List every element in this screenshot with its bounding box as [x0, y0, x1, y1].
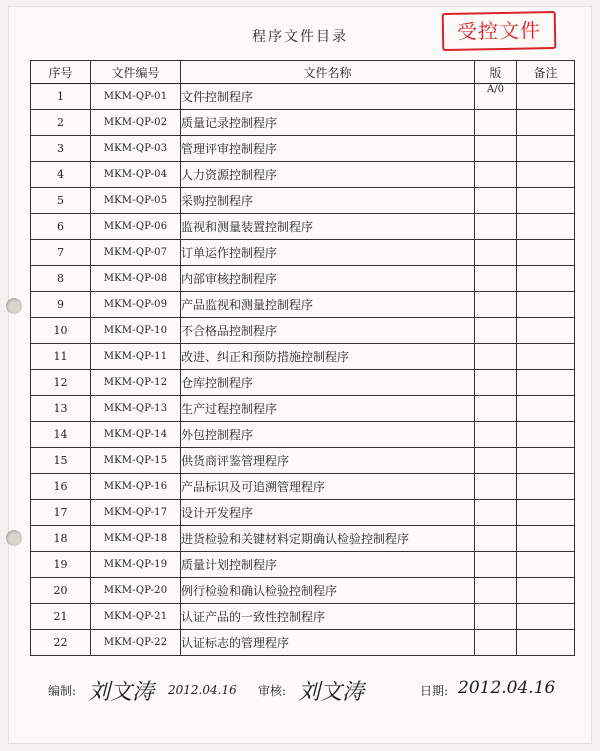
row-remarks: [517, 344, 575, 370]
row-file-code: MKM-QP-12: [91, 370, 181, 396]
row-number: 12: [31, 370, 91, 396]
row-remarks: [517, 84, 575, 110]
row-file-name: 内部审核控制程序: [181, 266, 475, 292]
row-number: 3: [31, 136, 91, 162]
row-version: [475, 552, 517, 578]
table-row: [31, 188, 575, 214]
row-file-name: 订单运作控制程序: [181, 240, 475, 266]
row-file-code: MKM-QP-16: [91, 474, 181, 500]
date-value: 2012.04.16: [458, 678, 556, 698]
row-number: 17: [31, 500, 91, 526]
header-file-code: 文件编号: [91, 61, 181, 84]
row-remarks: [517, 604, 575, 630]
signature-footer: [0, 672, 600, 706]
row-number: 1: [31, 84, 91, 110]
row-version: [475, 344, 517, 370]
row-file-name: 改进、纠正和预防措施控制程序: [181, 344, 475, 370]
row-file-name: 生产过程控制程序: [181, 396, 475, 422]
row-file-code: MKM-QP-10: [91, 318, 181, 344]
row-file-code: MKM-QP-18: [91, 526, 181, 552]
row-remarks: [517, 448, 575, 474]
row-version: [475, 318, 517, 344]
row-file-code: MKM-QP-06: [91, 214, 181, 240]
row-number: 9: [31, 292, 91, 318]
row-version: [475, 214, 517, 240]
row-number: 19: [31, 552, 91, 578]
row-remarks: [517, 552, 575, 578]
row-remarks: [517, 240, 575, 266]
row-version: [475, 474, 517, 500]
row-file-code: MKM-QP-20: [91, 578, 181, 604]
procedure-list-table: [30, 60, 575, 656]
row-file-code: MKM-QP-19: [91, 552, 181, 578]
table-row: [31, 162, 575, 188]
table-row: [31, 604, 575, 630]
row-remarks: [517, 162, 575, 188]
row-number: 11: [31, 344, 91, 370]
row-version: [475, 630, 517, 656]
reviewed-signature: 刘文涛: [298, 680, 365, 705]
row-file-code: MKM-QP-09: [91, 292, 181, 318]
table-row: [31, 240, 575, 266]
row-number: 18: [31, 526, 91, 552]
table-row: [31, 370, 575, 396]
row-file-name: 不合格品控制程序: [181, 318, 475, 344]
prepared-date: 2012.04.16: [168, 683, 237, 697]
prepared-signature: 刘文涛: [88, 680, 155, 705]
table-row: [31, 552, 575, 578]
row-remarks: [517, 318, 575, 344]
row-number: 8: [31, 266, 91, 292]
row-version: [475, 240, 517, 266]
row-file-name: 文件控制程序: [181, 84, 475, 110]
row-version: [475, 292, 517, 318]
header-remarks: 备注: [517, 61, 575, 84]
row-file-code: MKM-QP-01: [91, 84, 181, 110]
table-row: [31, 578, 575, 604]
row-file-code: MKM-QP-04: [91, 162, 181, 188]
prepared-label: 编制:: [48, 684, 77, 698]
punch-hole: [6, 298, 22, 314]
document-title: 程序文件目录: [252, 29, 348, 45]
row-version: [475, 526, 517, 552]
row-number: 5: [31, 188, 91, 214]
table-row: [31, 500, 575, 526]
row-file-name: 供货商评鉴管理程序: [181, 448, 475, 474]
row-number: 14: [31, 422, 91, 448]
table-row: [31, 214, 575, 240]
row-version: [475, 370, 517, 396]
row-number: 20: [31, 578, 91, 604]
row-file-name: 例行检验和确认检验控制程序: [181, 578, 475, 604]
row-file-name: 采购控制程序: [181, 188, 475, 214]
row-remarks: [517, 474, 575, 500]
row-remarks: [517, 500, 575, 526]
row-file-name: 认证产品的一致性控制程序: [181, 604, 475, 630]
row-version: [475, 500, 517, 526]
table-row: [31, 266, 575, 292]
row-file-name: 进货检验和关键材料定期确认检验控制程序: [181, 526, 475, 552]
row-version: [475, 422, 517, 448]
header-file-name: 文件名称: [181, 61, 475, 84]
row-number: 13: [31, 396, 91, 422]
row-file-name: 质量计划控制程序: [181, 552, 475, 578]
row-file-code: MKM-QP-07: [91, 240, 181, 266]
row-file-code: MKM-QP-14: [91, 422, 181, 448]
row-remarks: [517, 214, 575, 240]
row-file-code: MKM-QP-05: [91, 188, 181, 214]
row-file-code: MKM-QP-03: [91, 136, 181, 162]
row-number: 7: [31, 240, 91, 266]
row-remarks: [517, 526, 575, 552]
row-remarks: [517, 266, 575, 292]
row-file-name: 认证标志的管理程序: [181, 630, 475, 656]
row-version: [475, 162, 517, 188]
table-row: [31, 448, 575, 474]
table-row: [31, 344, 575, 370]
table-row: [31, 136, 575, 162]
row-version: [475, 604, 517, 630]
header-version: 版: [475, 61, 517, 84]
table-row: [31, 292, 575, 318]
controlled-document-stamp: 受控文件: [442, 11, 557, 51]
row-file-name: 外包控制程序: [181, 422, 475, 448]
row-remarks: [517, 578, 575, 604]
header-seq: 序号: [31, 61, 91, 84]
row-file-name: 监视和测量装置控制程序: [181, 214, 475, 240]
table-row: [31, 630, 575, 656]
row-number: 2: [31, 110, 91, 136]
row-version: [475, 110, 517, 136]
row-file-code: MKM-QP-08: [91, 266, 181, 292]
row-remarks: [517, 396, 575, 422]
punch-hole: [6, 530, 22, 546]
table-header-row: [31, 61, 575, 84]
row-version: [475, 188, 517, 214]
row-version: [475, 578, 517, 604]
row-number: 6: [31, 214, 91, 240]
row-version: [475, 396, 517, 422]
table-row: [31, 84, 575, 110]
row-number: 22: [31, 630, 91, 656]
row-remarks: [517, 110, 575, 136]
row-remarks: [517, 422, 575, 448]
row-remarks: [517, 188, 575, 214]
row-remarks: [517, 136, 575, 162]
row-file-code: MKM-QP-13: [91, 396, 181, 422]
row-number: 15: [31, 448, 91, 474]
table-row: [31, 318, 575, 344]
row-file-name: 质量记录控制程序: [181, 110, 475, 136]
row-file-name: 管理评审控制程序: [181, 136, 475, 162]
table-row: [31, 422, 575, 448]
row-number: 16: [31, 474, 91, 500]
table-row: [31, 526, 575, 552]
row-file-name: 设计开发程序: [181, 500, 475, 526]
row-number: 10: [31, 318, 91, 344]
table-row: [31, 474, 575, 500]
row-file-code: MKM-QP-17: [91, 500, 181, 526]
row-file-code: MKM-QP-21: [91, 604, 181, 630]
row-file-code: MKM-QP-22: [91, 630, 181, 656]
row-number: 21: [31, 604, 91, 630]
row-version: [475, 448, 517, 474]
row-file-code: MKM-QP-02: [91, 110, 181, 136]
row-remarks: [517, 630, 575, 656]
row-file-name: 人力资源控制程序: [181, 162, 475, 188]
row-version: [475, 136, 517, 162]
table-row: [31, 396, 575, 422]
row-version: [475, 266, 517, 292]
row-file-code: MKM-QP-15: [91, 448, 181, 474]
row-file-name: 产品标识及可追溯管理程序: [181, 474, 475, 500]
row-file-name: 产品监视和测量控制程序: [181, 292, 475, 318]
date-label: 日期:: [420, 684, 449, 698]
row-file-code: MKM-QP-11: [91, 344, 181, 370]
row-remarks: [517, 370, 575, 396]
row-version: A/0: [475, 84, 517, 110]
row-remarks: [517, 292, 575, 318]
reviewed-label: 审核:: [258, 684, 287, 698]
row-file-name: 仓库控制程序: [181, 370, 475, 396]
row-number: 4: [31, 162, 91, 188]
table-row: [31, 110, 575, 136]
